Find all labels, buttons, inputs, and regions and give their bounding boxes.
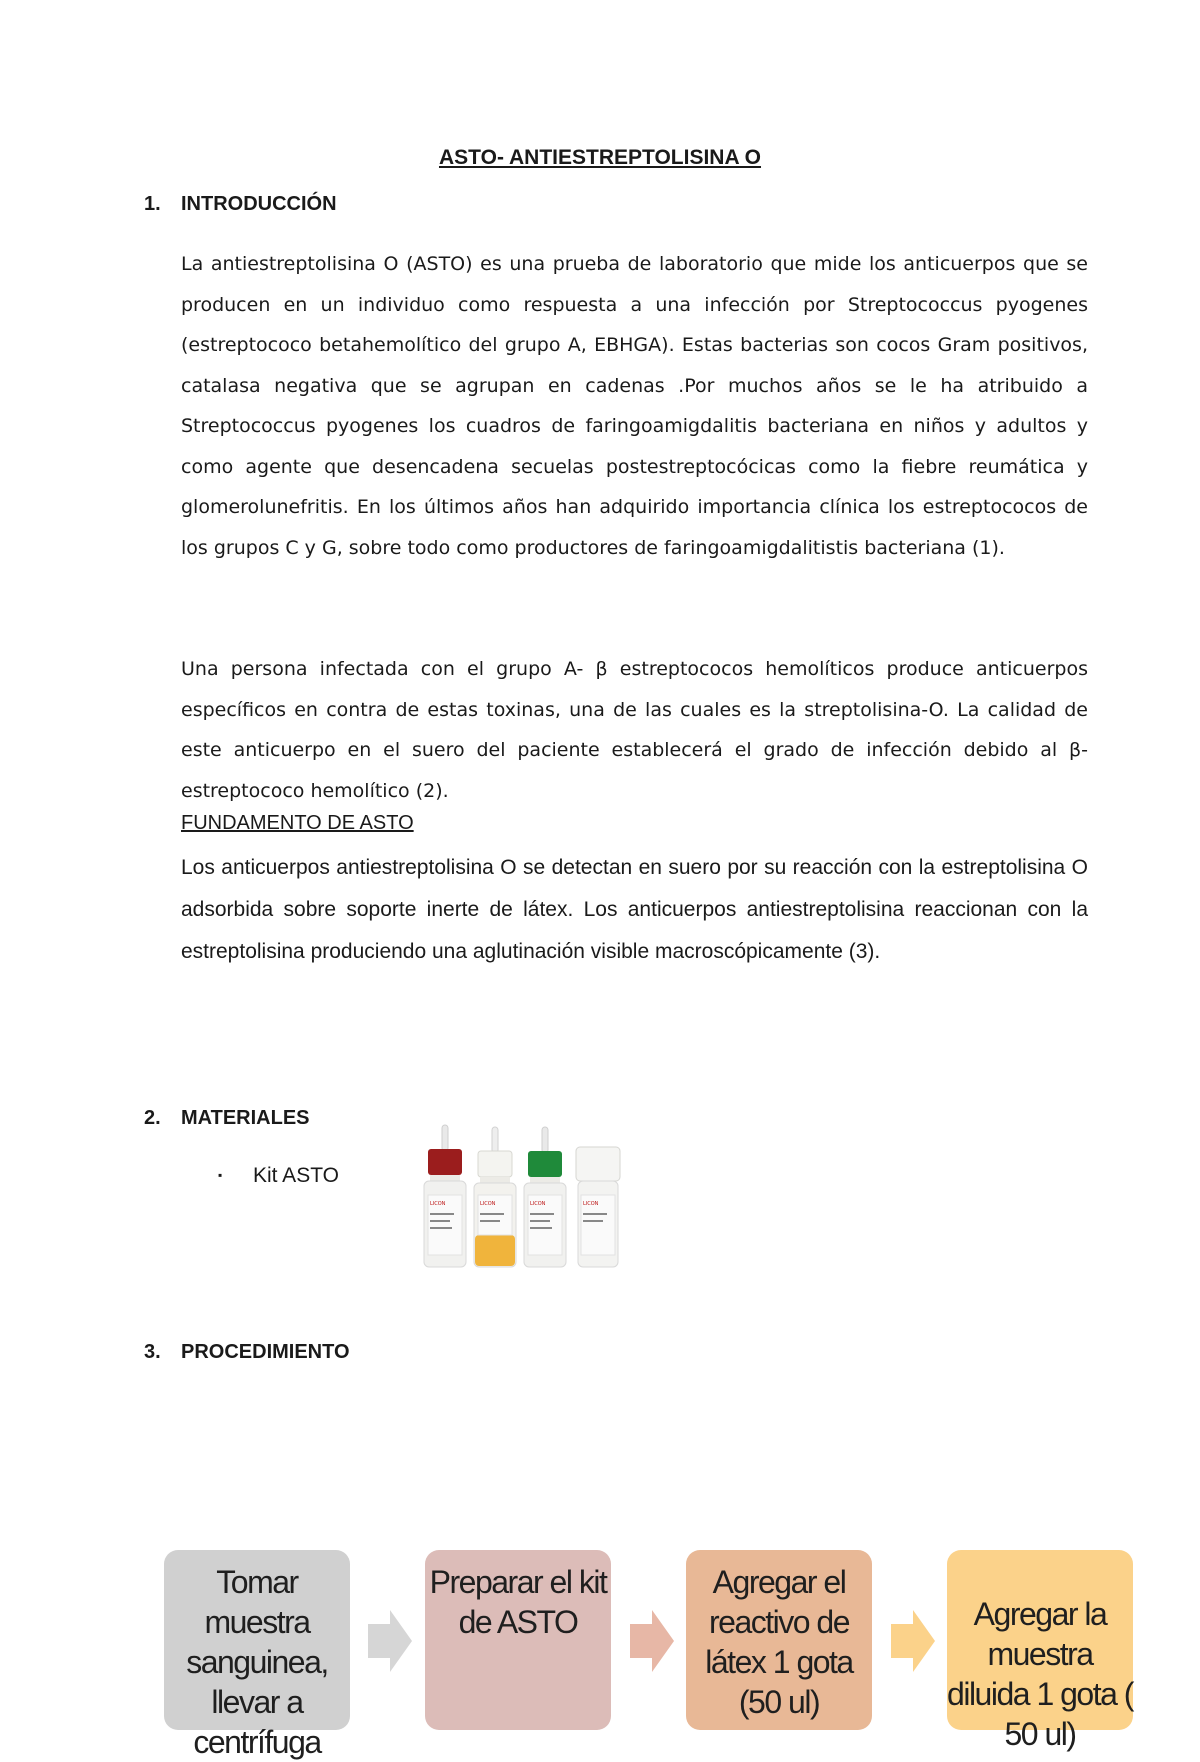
fundamento-paragraph: Los anticuerpos antiestreptolisina O se detectan en suero por su reacción con la estreptolisina O adsorbida sobre soporte inerte de látex. Los anticuerpos antiestreptolisina reaccionan con la estreptolisina produciendo una aglutinación visible macroscópicamente (3). [181, 856, 1088, 963]
vial-label: LICON [583, 1201, 599, 1207]
intro-paragraph-1: La antiestreptolisina O (ASTO) es una prueba de laboratorio que mide los anticuerpos que se producen en un individuo como respuesta a una infección por Streptococcus pyogenes (estreptococo betahemolítico del grupo A, EBHGA). Estas bacterias son cocos Gram positivos, catalasa negativa que se agrupan en cadenas .Por muchos años se le ha atribuido a Streptococcus pyogenes los cuadros de faringoamigdalitis bacteriana en niños y adultos y como agente que desencadena secuelas postestreptocócicas como la fiebre reumática y glomerolunefritis. En los últimos años han adquirido importancia clínica los estreptococos de los grupos C y G, sobre todo como productores de faringoamigdalitistis bacteriana (1). [181, 253, 1088, 559]
vial-red-cap [424, 1125, 466, 1267]
bullet-icon: ▪ [218, 1168, 223, 1182]
vial-label: LICON [530, 1201, 546, 1207]
section-number: 2. [144, 1107, 161, 1129]
page-title: ASTO- ANTIESTREPTOLISINA O [438, 146, 762, 169]
intro-paragraph-2: Una persona infectada con el grupo A- β estreptococos hemolíticos produce anticuerpos específicos en contra de estas toxinas, una de las cuales es la streptolisina-O. La calidad de este anticuerpo en el suero del paciente establecerá el grado de infección debido al β- estreptococo hemolítico (2). [181, 658, 1088, 802]
section-number: 1. [144, 193, 161, 215]
materials-list-item [218, 1164, 339, 1188]
procedure-step-3: Agregar el reactivo de látex 1 gota (50 ul) [686, 1550, 872, 1730]
arrow-right-icon [368, 1610, 412, 1672]
procedure-step-1: Tomar muestra sanguinea, llevar a centrífuga [164, 1550, 350, 1730]
section-heading-materiales [144, 1107, 310, 1130]
section-number: 3. [144, 1341, 161, 1363]
arrow-right-icon [891, 1610, 935, 1672]
section-title: MATERIALES [181, 1107, 310, 1129]
vial-label: LICON [480, 1201, 496, 1207]
section-title: PROCEDIMIENTO [181, 1341, 350, 1363]
vial-label: LICON [430, 1201, 446, 1207]
section-heading-introduccion [144, 193, 337, 216]
asto-kit-vials-image [420, 1125, 630, 1270]
vial-green-cap [524, 1127, 566, 1267]
procedure-step-4: Agregar la muestra diluida 1 gota ( 50 ul) [947, 1550, 1133, 1730]
materials-item-label: Kit ASTO [253, 1164, 339, 1187]
section-title: INTRODUCCIÓN [181, 193, 337, 215]
fundamento-heading: FUNDAMENTO DE ASTO [181, 812, 414, 834]
section-heading-procedimiento [144, 1341, 350, 1364]
arrow-right-icon [630, 1610, 674, 1672]
vial-white-flat-cap [576, 1147, 620, 1267]
vial-white-cap [474, 1127, 516, 1267]
procedure-step-2: Preparar el kit de ASTO [425, 1550, 611, 1730]
